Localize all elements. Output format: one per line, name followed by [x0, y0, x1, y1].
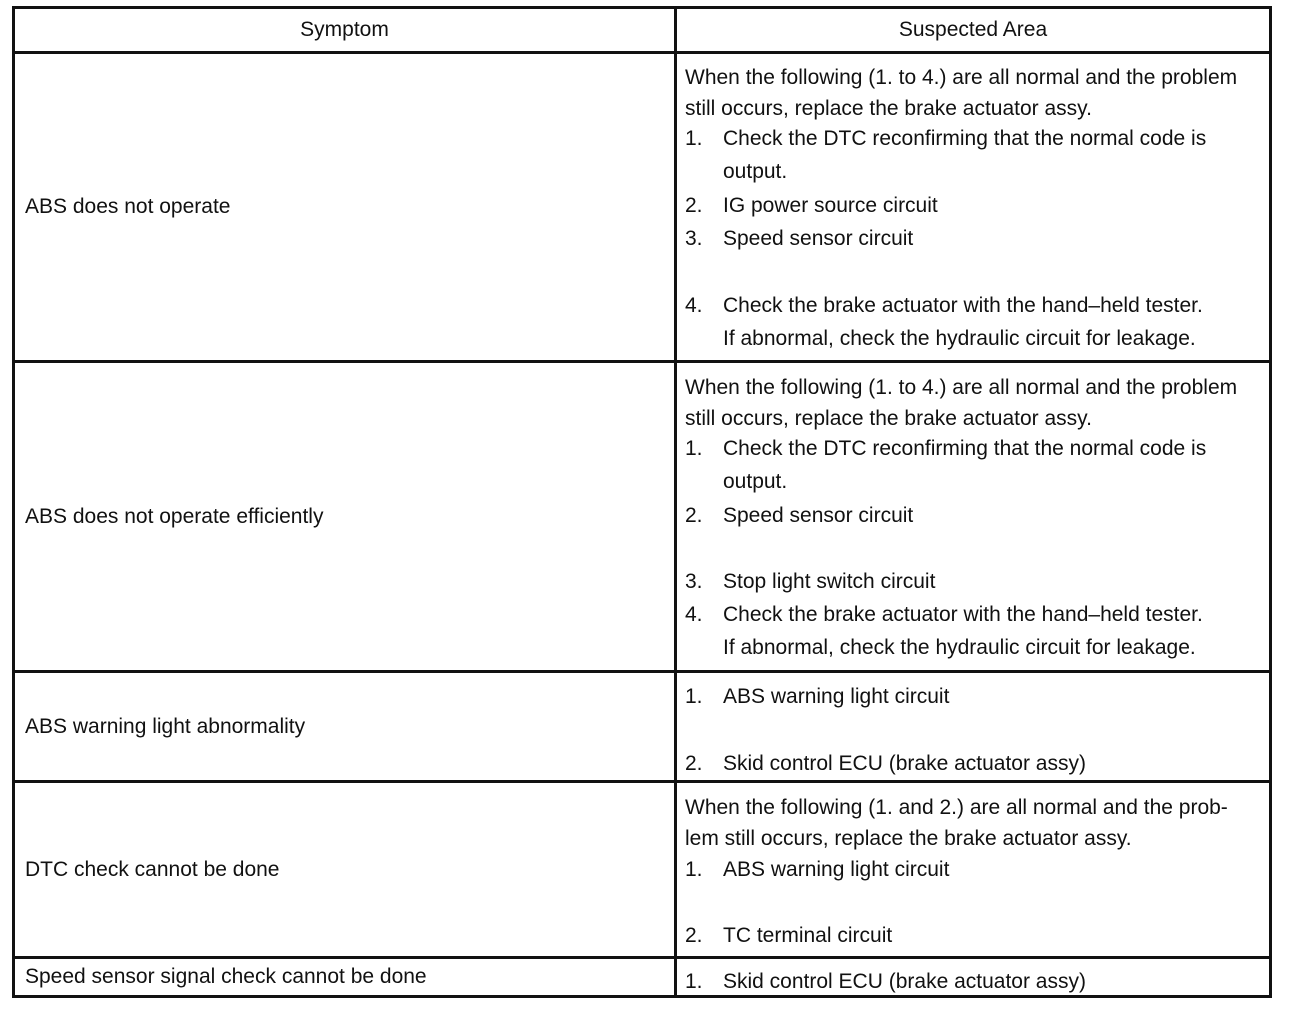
suspected-area-cell [677, 54, 1269, 360]
item-text: Skid control ECU (brake actuator assy) [723, 752, 1086, 775]
symptom-cell: ABS does not operate efficiently [25, 504, 324, 528]
header-suspected-area: Suspected Area [898, 18, 1048, 41]
intro-line: still occurs, replace the brake actuator assy. [685, 97, 1092, 120]
intro-line: still occurs, replace the brake actuator assy. [685, 407, 1092, 430]
item-text: Stop light switch circuit [723, 570, 936, 593]
item-number: 2. [685, 194, 703, 217]
item-number: 1. [685, 437, 703, 460]
item-number: 1. [685, 858, 703, 881]
symptom-cell: DTC check cannot be done [25, 857, 280, 881]
item-text: TC terminal circuit [723, 924, 893, 947]
item-number: 2. [685, 752, 703, 775]
intro-line: lem still occurs, replace the brake actuator assy. [685, 827, 1132, 850]
item-text: Speed sensor circuit [723, 504, 914, 527]
suspected-area-cell [677, 363, 1269, 670]
symptom-table [12, 6, 1272, 998]
item-text: Check the DTC reconfirming that the normal code is [723, 437, 1207, 460]
item-text: Check the brake actuator with the hand–held tester. [723, 603, 1203, 626]
item-text: If abnormal, check the hydraulic circuit for leakage. [723, 327, 1196, 350]
item-number: 1. [685, 685, 703, 708]
item-text: IG power source circuit [723, 194, 938, 217]
item-number: 3. [685, 227, 703, 250]
symptom-cell: Speed sensor signal check cannot be done [25, 965, 427, 988]
item-text: ABS warning light circuit [723, 685, 950, 708]
suspected-area-cell [677, 783, 1269, 956]
intro-line: When the following (1. to 4.) are all normal and the problem [685, 66, 1238, 89]
item-number: 1. [685, 970, 703, 993]
item-number: 2. [685, 924, 703, 947]
item-text: If abnormal, check the hydraulic circuit for leakage. [723, 636, 1196, 659]
item-number: 4. [685, 294, 703, 317]
item-text: output. [723, 470, 788, 493]
suspected-area-cell [677, 959, 1269, 995]
item-text: output. [723, 160, 788, 183]
symptom-cell: ABS does not operate [25, 195, 231, 218]
item-number: 1. [685, 127, 703, 150]
item-number: 3. [685, 570, 703, 593]
item-number: 4. [685, 603, 703, 626]
item-number: 2. [685, 504, 703, 527]
item-text: ABS warning light circuit [723, 858, 950, 881]
intro-line: When the following (1. to 4.) are all normal and the problem [685, 376, 1238, 399]
suspected-area-cell [677, 673, 1269, 780]
item-text: Speed sensor circuit [723, 227, 914, 250]
header-symptom: Symptom [300, 18, 389, 41]
item-text: Check the DTC reconfirming that the normal code is [723, 127, 1207, 150]
symptom-cell: ABS warning light abnormality [25, 714, 306, 738]
item-text: Skid control ECU (brake actuator assy) [723, 970, 1086, 993]
intro-line: When the following (1. and 2.) are all normal and the prob- [685, 796, 1228, 819]
item-text: Check the brake actuator with the hand–held tester. [723, 294, 1203, 317]
